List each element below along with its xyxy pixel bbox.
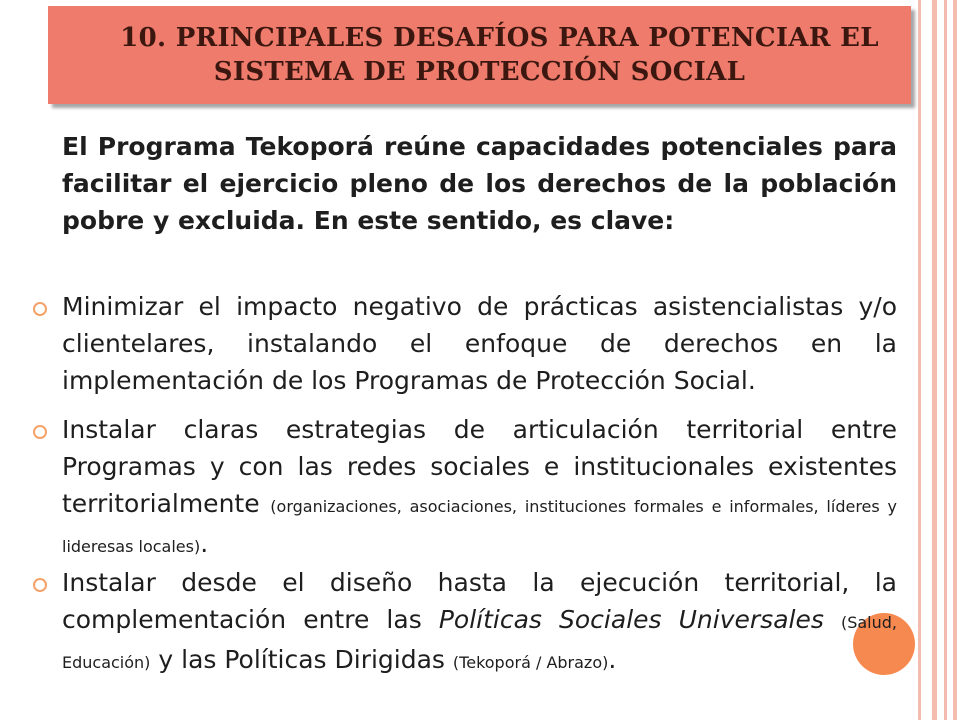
bullet-3-part2: y las Políticas Dirigidas <box>158 645 445 674</box>
bullet-3-note1: (Salud, Educación) <box>62 613 897 672</box>
bullet-2-end: . <box>200 529 209 558</box>
decor-stripe <box>918 0 921 720</box>
bullet-2-note: (organizaciones, asociaciones, instituciones formales e informales, líderes y lideresas locales) <box>62 497 897 556</box>
bullet-3-note2: (Tekoporá / Abrazo) <box>452 653 609 672</box>
slide-title-box <box>48 6 911 104</box>
intro-paragraph: El Programa Tekoporá reúne capacidades potenciales para facilitar el ejercicio pleno de los derechos de la población pobre y excluida. En este sentido, es clave: <box>62 132 897 235</box>
bullet-ring-icon <box>33 425 47 439</box>
bullet-1-text: Minimizar el impacto negativo de prácticas asistencialistas y/o clientelares, instalando el enfoque de derechos en la implementación de los Programas de Protección Social. <box>62 292 897 395</box>
bullet-ring-icon <box>33 578 47 592</box>
bullet-item-2 <box>62 411 897 565</box>
decor-stripe <box>932 0 937 720</box>
bullet-3-italic: Políticas Sociales Universales <box>438 605 824 634</box>
bullet-3-end: . <box>608 645 617 674</box>
bullet-item-3 <box>62 564 897 681</box>
bullet-ring-icon <box>33 302 47 316</box>
bullet-item-1 <box>62 288 897 399</box>
decor-stripe <box>953 0 957 720</box>
slide-title-line-1: 10. PRINCIPALES DESAFÍOS PARA POTENCIAR EL <box>120 23 879 53</box>
slide-title-line-2: SISTEMA DE PROTECCIÓN SOCIAL <box>213 57 746 87</box>
bullet-2-main: Instalar claras estrategias de articulación territorial entre Programas y con las redes sociales e institucionales existentes territorialmente <box>62 415 897 518</box>
bullet-3-part1: Instalar desde el diseño hasta la ejecución territorial, la complementación entre las <box>62 568 897 634</box>
decor-stripe <box>944 0 947 720</box>
